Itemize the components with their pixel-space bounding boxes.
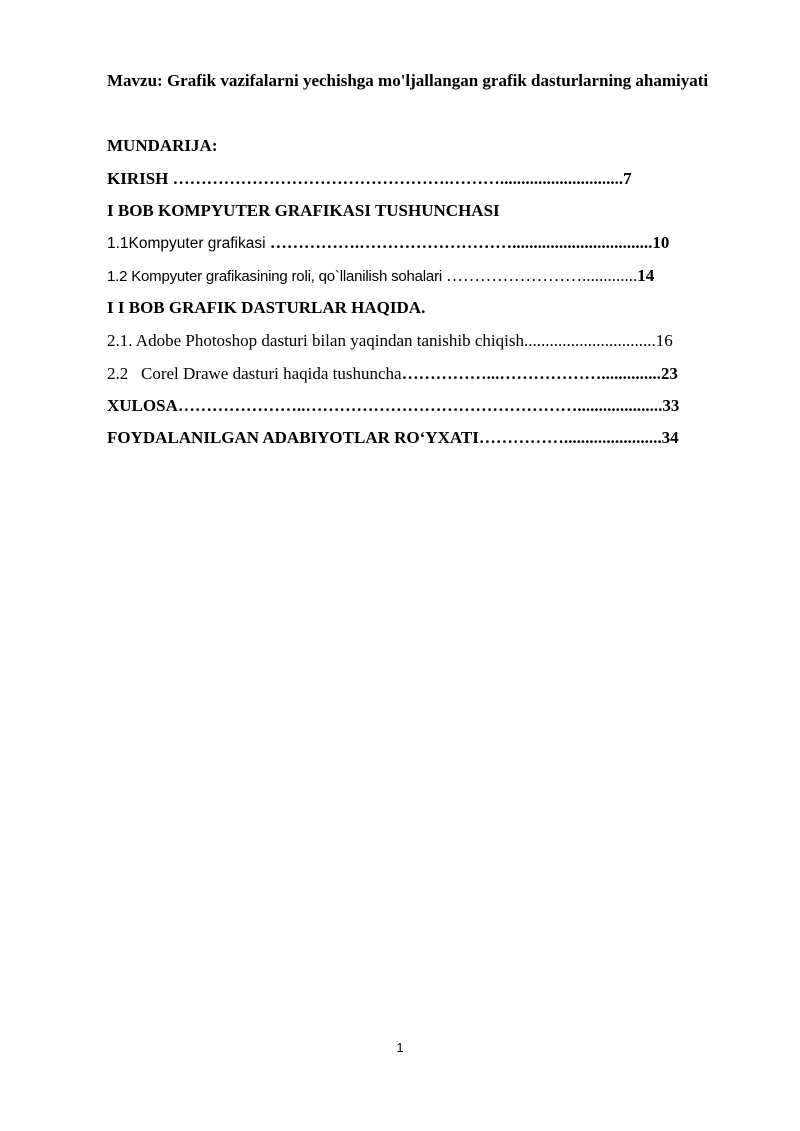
toc-label: 2.2 Corel Drawe dasturi haqida tushuncha [107, 364, 402, 383]
toc-entry-references [107, 426, 679, 450]
toc-entry-2-1 [107, 329, 673, 353]
toc-chapter-1-heading: I BOB KOMPYUTER GRAFIKASI TUSHUNCHASI [107, 201, 500, 220]
toc-entry-1-1 [107, 231, 669, 256]
toc-leader-dots: ……………....................... [478, 428, 662, 447]
toc-page-number: 33 [662, 396, 680, 415]
toc-label: KIRISH [107, 169, 173, 188]
toc-leader-dots: …………….………………………................................. [269, 233, 653, 252]
toc-page-number: 7 [623, 169, 632, 188]
toc-chapter-2-heading: I I BOB GRAFIK DASTURLAR HAQIDA. [107, 298, 426, 317]
toc-label: XULOSA [107, 396, 178, 415]
contents-heading: MUNDARIJA: [107, 136, 218, 155]
toc-page-number: 14 [637, 266, 655, 285]
toc-label: 1.1Kompyuter grafikasi [107, 235, 270, 252]
toc-entry-kirish [107, 167, 632, 191]
toc-leader-dots: ............................... [523, 331, 656, 350]
toc-leader-dots: ……………...……………….............. [401, 364, 661, 383]
toc-page-number: 10 [652, 233, 670, 252]
toc-leader-dots: ……………………............. [445, 266, 638, 285]
toc-entry-2-2 [107, 362, 678, 386]
document-title: Mavzu: Grafik vazifalarni yechishga mo'ljallangan grafik dasturlarning ahamiyati [107, 71, 709, 90]
toc-label: FOYDALANILGAN ADABIYOTLAR RO‘YXATI [107, 428, 479, 447]
toc-page-number: 34 [661, 428, 679, 447]
toc-leader-dots: ………………………………………….………............................. [172, 169, 624, 188]
toc-label: 2.1. Adobe Photoshop dasturi bilan yaqindan tanishib chiqish [107, 331, 524, 350]
toc-page-number: 23 [660, 364, 678, 383]
toc-label: 1.2 Kompyuter grafikasining roli, qo`llanilish sohalari [107, 268, 446, 285]
toc-entry-1-2 [107, 264, 654, 289]
toc-page-number: 16 [655, 331, 673, 350]
toc-entry-xulosa [107, 394, 679, 418]
page-number: 1 [396, 1040, 404, 1055]
toc-leader-dots: …………………..………………………………………….................... [177, 396, 663, 415]
